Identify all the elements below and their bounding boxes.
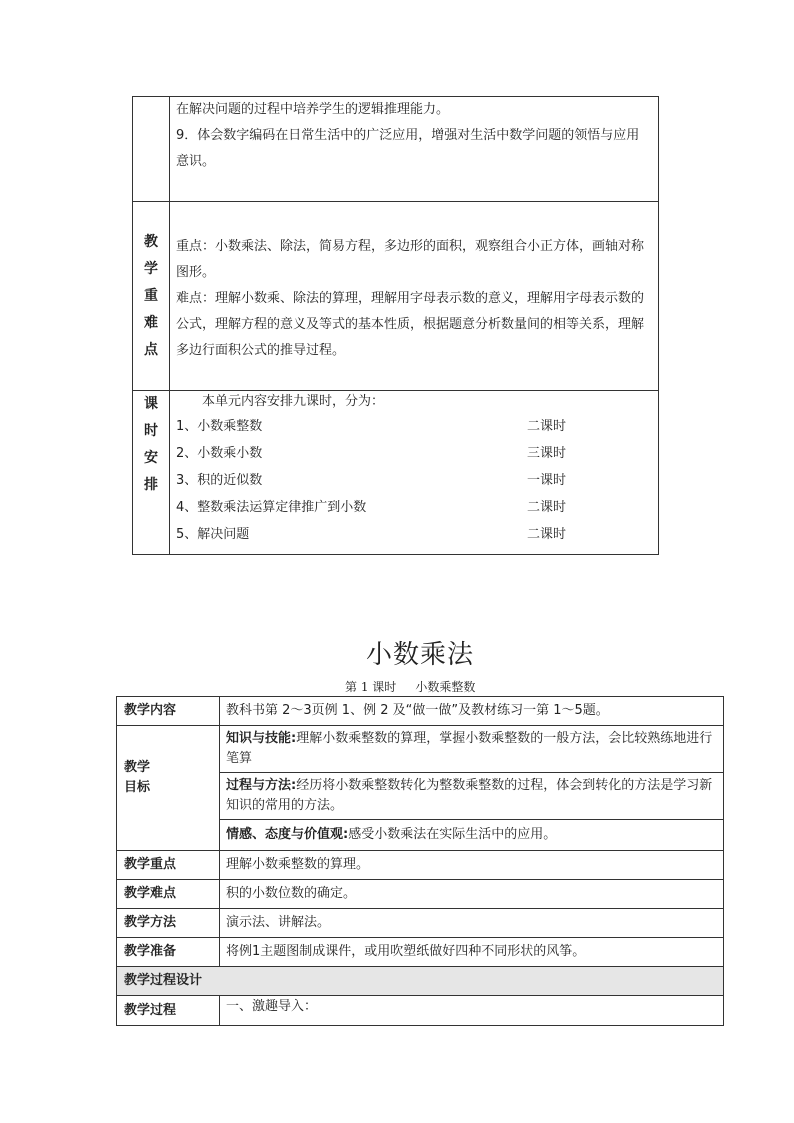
goal-title: 过程与方法: bbox=[226, 778, 297, 793]
objective-text: 9．体会数字编码在日常生活中的广泛应用，增强对生活中数学问题的领悟与应用意识。 bbox=[176, 128, 640, 169]
goals-label bbox=[117, 726, 220, 851]
objectives-row bbox=[133, 97, 659, 202]
key-points-row bbox=[133, 202, 659, 391]
schedule-item-label: 5、解决问题 bbox=[176, 527, 250, 542]
difficulty-row bbox=[117, 880, 724, 909]
schedule-intro: 本单元内容安排九课时，分为： bbox=[202, 394, 385, 409]
lesson-subtitle: 第 1 课时 小数乘整数 bbox=[345, 680, 476, 694]
difficulties-text: 难点：理解小数乘、除法的算理，理解用字母表示数的意义，理解用字母表示数的公式，理解方程的意义及等式的基本性质，根据题意分析数量间的相等关系，理解多边行面积公式的推导过程。 bbox=[176, 291, 645, 358]
content-row bbox=[117, 697, 724, 726]
process-label: 教学过程 bbox=[117, 996, 220, 1026]
schedule-item-label: 4、整数乘法运算定律推广到小数 bbox=[176, 500, 367, 515]
focus-row bbox=[117, 851, 724, 880]
goal-title: 情感、态度与价值观: bbox=[226, 827, 349, 842]
header-char: 点 bbox=[144, 341, 158, 358]
goal-process bbox=[220, 773, 724, 820]
schedule-item-hours: 三课时 bbox=[527, 446, 567, 461]
goal-title: 知识与技能: bbox=[226, 731, 297, 746]
schedule-item-label: 1、小数乘整数 bbox=[176, 419, 263, 434]
method-value: 演示法、讲解法。 bbox=[220, 909, 724, 938]
header-char: 时 bbox=[144, 423, 158, 439]
objectives-header-cell bbox=[133, 97, 170, 202]
objective-text: 在解决问题的过程中培养学生的逻辑推理能力。 bbox=[176, 102, 450, 117]
header-char: 安 bbox=[144, 450, 158, 466]
header-char: 学 bbox=[144, 260, 158, 277]
goal-knowledge bbox=[220, 726, 724, 773]
lesson-plan-table bbox=[116, 696, 724, 1026]
schedule-item bbox=[176, 494, 652, 521]
process-value: 一、激趣导入： bbox=[220, 996, 724, 1026]
schedule-row bbox=[133, 391, 659, 555]
prep-row bbox=[117, 938, 724, 967]
goal-text: 理解小数乘整数的算理，掌握小数乘整数的一般方法，会比较熟练地进行笔算 bbox=[226, 731, 713, 766]
goals-row bbox=[117, 726, 724, 773]
goal-attitude bbox=[220, 820, 724, 851]
content-value: 教科书第 2～3页例 1、例 2 及“做一做”及教材练习一第 1～5题。 bbox=[220, 697, 724, 726]
focus-label: 教学重点 bbox=[117, 851, 220, 880]
key-points-header bbox=[133, 202, 170, 391]
goals-label-line: 目标 bbox=[124, 780, 151, 795]
key-points-cell bbox=[170, 202, 659, 391]
unit-plan-table bbox=[132, 96, 659, 555]
header-char: 课 bbox=[144, 396, 158, 412]
schedule-item-hours: 二课时 bbox=[527, 419, 567, 434]
schedule-item-label: 2、小数乘小数 bbox=[176, 446, 263, 461]
focus-value: 理解小数乘整数的算理。 bbox=[220, 851, 724, 880]
schedule-item bbox=[176, 467, 652, 494]
design-row bbox=[117, 967, 724, 996]
objectives-cell bbox=[170, 97, 659, 202]
header-char: 难 bbox=[144, 314, 158, 331]
schedule-header bbox=[133, 391, 170, 555]
header-char: 重 bbox=[144, 287, 158, 304]
method-row bbox=[117, 909, 724, 938]
schedule-item bbox=[176, 521, 652, 548]
goal-text: 经历将小数乘整数转化为整数乘整数的过程，体会到转化的方法是学习新知识的常用的方法。 bbox=[226, 778, 713, 813]
prep-value: 将例1主题图制成课件，或用吹塑纸做好四种不同形状的风筝。 bbox=[220, 938, 724, 967]
key-points-text: 重点：小数乘法、除法，简易方程，多边形的面积，观察组合小正方体，画轴对称图形。 bbox=[176, 239, 645, 280]
schedule-item-hours: 二课时 bbox=[527, 500, 567, 515]
header-char: 排 bbox=[144, 477, 158, 493]
goal-text: 感受小数乘法在实际生活中的应用。 bbox=[348, 827, 557, 842]
goals-label-line: 教学 bbox=[124, 760, 151, 775]
content-label: 教学内容 bbox=[117, 697, 220, 726]
schedule-item-hours: 一课时 bbox=[527, 473, 567, 488]
schedule-item bbox=[176, 413, 652, 440]
process-row bbox=[117, 996, 724, 1026]
difficulty-value: 积的小数位数的确定。 bbox=[220, 880, 724, 909]
schedule-item bbox=[176, 440, 652, 467]
prep-label: 教学准备 bbox=[117, 938, 220, 967]
difficulty-label: 教学难点 bbox=[117, 880, 220, 909]
schedule-item-hours: 二课时 bbox=[527, 527, 567, 542]
design-label: 教学过程设计 bbox=[117, 967, 724, 996]
lesson-title: 小数乘法 bbox=[365, 640, 474, 670]
schedule-item-label: 3、积的近似数 bbox=[176, 473, 263, 488]
header-char: 教 bbox=[144, 233, 158, 250]
schedule-cell bbox=[170, 391, 659, 555]
method-label: 教学方法 bbox=[117, 909, 220, 938]
